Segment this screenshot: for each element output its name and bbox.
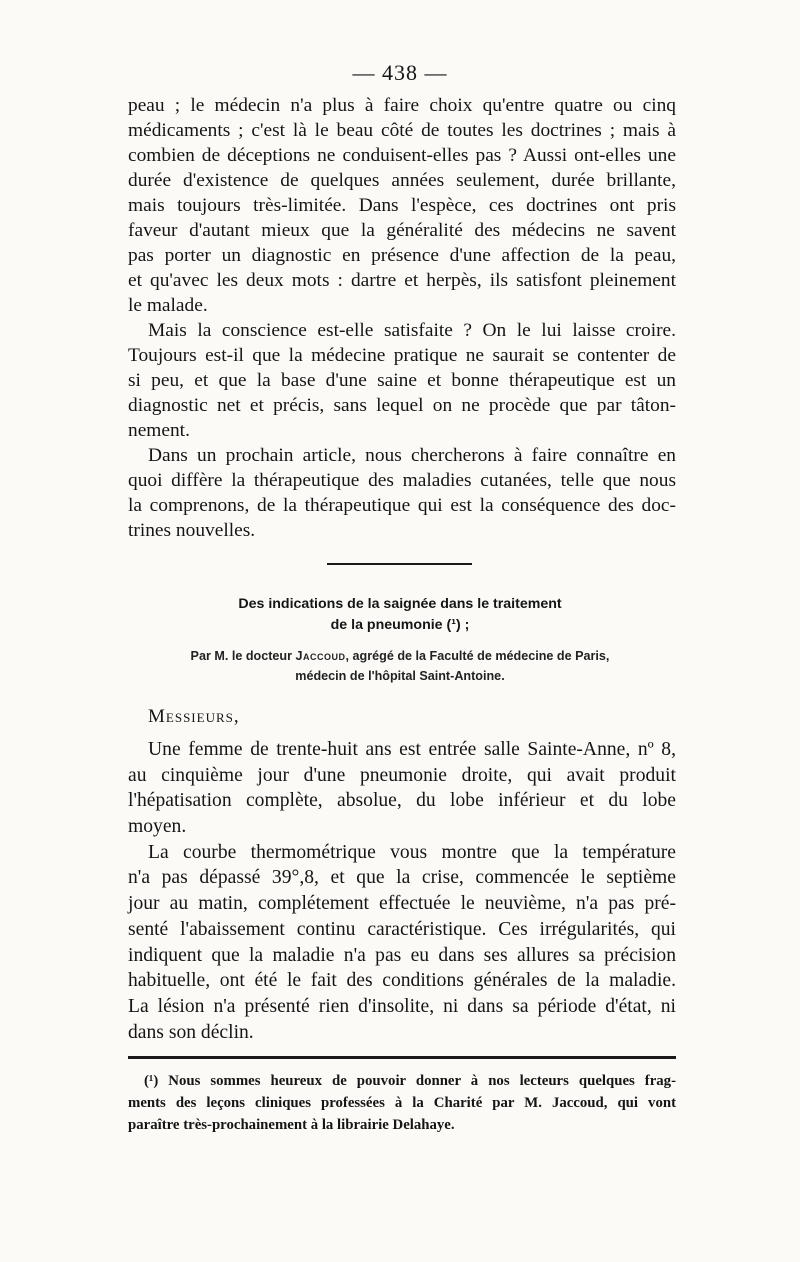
text-line: La courbe thermométrique vous montre que la température: [148, 841, 676, 863]
text-line: habituelle, ont été le fait des conditions générales de la maladie.: [128, 970, 676, 992]
text-line: La lésion n'a présenté rien d'insolite, ni dans sa période d'état, ni: [128, 995, 676, 1017]
text-line: mais toujours très-limitée. Dans l'espèce, ces doctrines ont pris: [128, 195, 676, 216]
footnote-line: paraître très-prochainement à la librairie Delahaye.: [128, 1117, 455, 1133]
article-title: [0, 594, 800, 614]
footnote-divider: [128, 1056, 676, 1059]
byline-prefix: Par M. le docteur: [190, 649, 293, 663]
text-line: pas porter un diagnostic en présence d'une affection de la peau,: [128, 245, 676, 266]
text-line: Une femme de trente-huit ans est entrée salle Sainte-Anne, nº 8,: [148, 739, 676, 760]
text-line: durée d'existence de quelques années seulement, durée brillante,: [128, 170, 676, 191]
byline-affiliation: , agrégé de la Faculté de médecine de Paris,: [345, 649, 610, 663]
text-line: moyen.: [128, 816, 187, 838]
text-line: la comprenons, de la thérapeutique qui est la conséquence des doc-: [128, 495, 676, 516]
text-line: combien de déceptions ne conduisent-elles pas ? Aussi ont-elles une: [128, 145, 676, 166]
text-line: Dans un prochain article, nous chercherons à faire connaître en: [148, 445, 676, 466]
text-line: senté l'abaissement continu caractéristique. Ces irrégularités, qui: [128, 918, 676, 940]
text-line: jour au matin, complétement effectuée le neuvième, n'a pas pré-: [128, 893, 676, 915]
text-line: diagnostic net et précis, sans lequel on ne procède que par tâton-: [128, 395, 676, 416]
author-name: Jaccoud: [295, 649, 346, 663]
footnote-reference: (¹) ;: [446, 617, 470, 633]
text-line: médicaments ; c'est là le beau côté de toutes les doctrines ; mais à: [128, 120, 676, 141]
text-line: faveur d'autant mieux que la généralité des médecins ne savent: [128, 220, 676, 241]
article-title-line: de la pneumonie: [330, 617, 443, 633]
body-text-before: [128, 93, 676, 543]
footnote: [128, 1070, 676, 1136]
article-title-line: Des indications de la saignée dans le traitement: [238, 596, 562, 612]
salutation: Messieurs,: [148, 706, 240, 727]
footnote-line: (¹) Nous sommes heureux de pouvoir donner à nos lecteurs quelques frag-: [144, 1073, 676, 1089]
text-line: Toujours est-il que la médecine pratique ne saurait se contenter de: [128, 345, 676, 366]
text-line: trines nouvelles.: [128, 520, 256, 541]
byline: [0, 646, 800, 666]
section-divider: [327, 563, 472, 565]
article-title-continued: [0, 615, 800, 635]
text-line: le malade.: [128, 295, 208, 316]
text-line: au cinquième jour d'une pneumonie droite, qui avait produit: [128, 764, 676, 786]
footnote-line: ments des leçons cliniques professées à la Charité par M. Jaccoud, qui vont: [128, 1095, 676, 1111]
text-line: nement.: [128, 420, 190, 441]
text-line: indiquent que la maladie n'a pas eu dans ses allures sa précision: [128, 944, 676, 966]
text-line: peau ; le médecin n'a plus à faire choix qu'entre quatre ou cinq: [128, 95, 676, 116]
text-line: n'a pas dépassé 39°,8, et que la crise, commencée le septième: [128, 867, 676, 889]
text-line: si peu, et que la base d'une saine et bonne thérapeutique est un: [128, 370, 676, 391]
byline-continued: [0, 666, 800, 686]
text-line: quoi diffère la thérapeutique des maladies cutanées, telle que nous: [128, 470, 676, 491]
byline-affiliation: médecin de l'hôpital Saint-Antoine.: [295, 669, 505, 683]
text-line: et qu'avec les deux mots : dartre et herpès, ils satisfont pleinement: [128, 270, 676, 291]
text-line: l'hépatisation complète, absolue, du lobe inférieur et du lobe: [128, 790, 676, 812]
text-line: Mais la conscience est-elle satisfaite ? On le lui laisse croire.: [148, 320, 676, 341]
text-line: dans son déclin.: [128, 1021, 254, 1043]
body-text-after: [128, 737, 676, 1045]
page-number: — 438 —: [352, 60, 448, 85]
